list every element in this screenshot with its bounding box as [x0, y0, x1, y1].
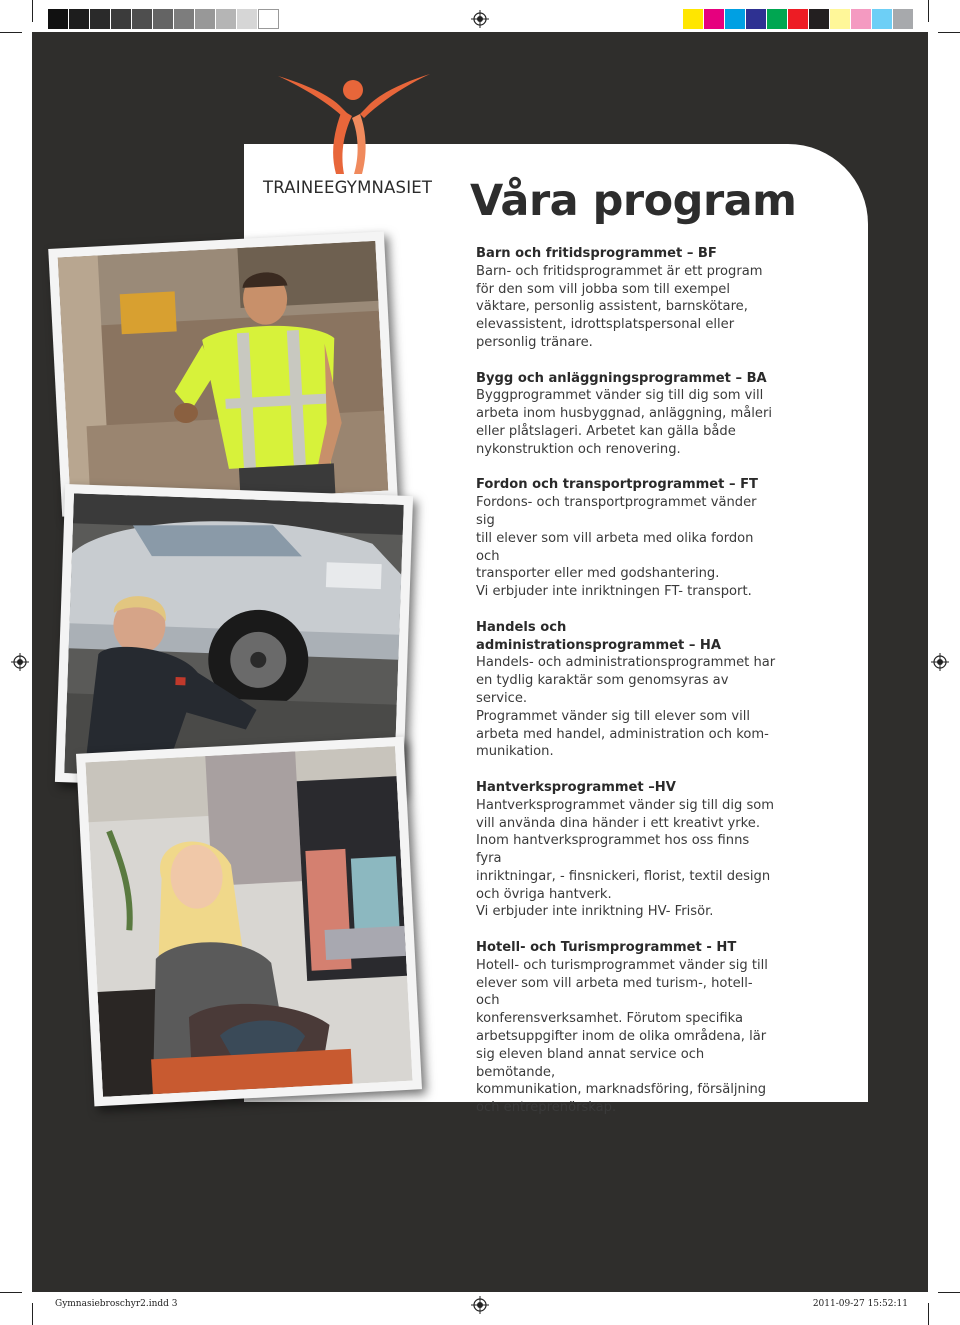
program-heading: Hantverksprogrammet –HV — [476, 779, 676, 795]
program-list — [476, 245, 776, 1135]
color-swatch — [132, 9, 153, 29]
color-swatch — [767, 9, 788, 29]
color-swatch — [830, 9, 851, 29]
registration-mark-top-icon — [471, 10, 489, 28]
program-section-ht — [476, 939, 776, 1117]
color-swatch — [725, 9, 746, 29]
color-swatch — [216, 9, 237, 29]
process-color-bar — [683, 9, 914, 29]
program-section-hv — [476, 779, 776, 921]
crop-mark — [0, 32, 22, 33]
registration-mark-right-icon — [931, 653, 949, 671]
program-heading: Fordon och transportprogrammet – FT — [476, 477, 758, 493]
crop-mark — [938, 1292, 960, 1293]
program-section-ba — [476, 370, 776, 459]
registration-mark-left-icon — [11, 653, 29, 671]
program-section-ha — [476, 619, 776, 761]
program-description: Hantverksprogrammet vänder sig till dig som vill använda dina händer i ett kreativt yrke. Inom hantverksprogrammet hos oss finns fyra inriktningar, - finsnickeri, florist, textil design och övriga hantverk. Vi erbjuder inte inriktning HV- Frisör. — [476, 797, 775, 920]
crop-mark — [938, 32, 960, 33]
program-description: Fordons- och transportprogrammet vänder sig till elever som vill arbeta med olika fordon och transporter eller med godshantering. Vi erbjuder inte inriktningen FT- transport. — [476, 495, 757, 600]
crop-mark — [0, 1292, 22, 1293]
program-heading: Barn och fritidsprogrammet – BF — [476, 246, 717, 261]
color-swatch — [69, 9, 90, 29]
logo-wordmark: TRAINEEGYMNASIET — [263, 178, 433, 197]
photo-construction-worker — [48, 231, 398, 516]
color-swatch — [90, 9, 111, 29]
photo-shop-worker — [76, 737, 422, 1107]
crop-mark — [928, 1303, 929, 1325]
color-swatch — [746, 9, 767, 29]
color-swatch — [237, 9, 258, 29]
color-swatch — [174, 9, 195, 29]
color-swatch — [893, 9, 914, 29]
program-section-bf — [476, 245, 776, 352]
program-heading: Bygg och anläggningsprogrammet – BA — [476, 370, 767, 386]
program-description: Hotell- och turismprogrammet vänder sig till elever som vill arbeta med turism-, hotell- och konferensverksamhet. Förutom specifika arbetsuppgifter inom de olika områdena, lär sig eleven bland annat service och bemötande, kommunikation, marknadsföring, försäljning och entreprenörskap. — [476, 957, 768, 1116]
color-swatch — [788, 9, 809, 29]
color-swatch — [683, 9, 704, 29]
color-swatch — [48, 9, 69, 29]
color-swatch — [809, 9, 830, 29]
program-section-ft — [476, 476, 776, 601]
program-heading: Hotell- och Turismprogrammet - HT — [476, 940, 737, 956]
color-swatch — [111, 9, 132, 29]
color-swatch — [851, 9, 872, 29]
color-swatch — [153, 9, 174, 29]
program-description: Handels- och administrationsprogrammet har en tydlig karaktär som genomsyras av service. Programmet vänder sig till elever som vill arbeta med handel, administration och kom- munikation. — [476, 655, 776, 760]
color-swatch — [704, 9, 725, 29]
crop-mark — [32, 1303, 33, 1325]
color-swatch — [258, 9, 279, 29]
traineegymnasiet-logo-icon — [274, 70, 434, 180]
footer-timestamp: 2011-09-27 15:52:11 — [812, 1299, 908, 1309]
crop-mark — [928, 0, 929, 22]
program-heading: Handels och administrationsprogrammet – HA — [476, 619, 722, 653]
color-swatch — [195, 9, 216, 29]
color-swatch — [872, 9, 893, 29]
program-description: Barn- och fritidsprogrammet är ett program för den som vill jobba som till exempel väktare, personlig assistent, barnskötare, elevassistent, idrottsplatspersonal eller personlig tränare. — [476, 263, 763, 350]
registration-mark-bottom-icon — [471, 1296, 489, 1314]
crop-mark — [32, 0, 33, 22]
footer-file-name: Gymnasiebroschyr2.indd 3 — [55, 1299, 178, 1309]
page-title: Våra program — [470, 176, 797, 226]
program-description: Byggprogrammet vänder sig till dig som vill arbeta inom husbyggnad, anläggning, måleri eller plåtslageri. Arbetet kan gälla både nykonstruktion och renovering. — [476, 388, 772, 457]
gray-color-bar — [48, 9, 279, 29]
